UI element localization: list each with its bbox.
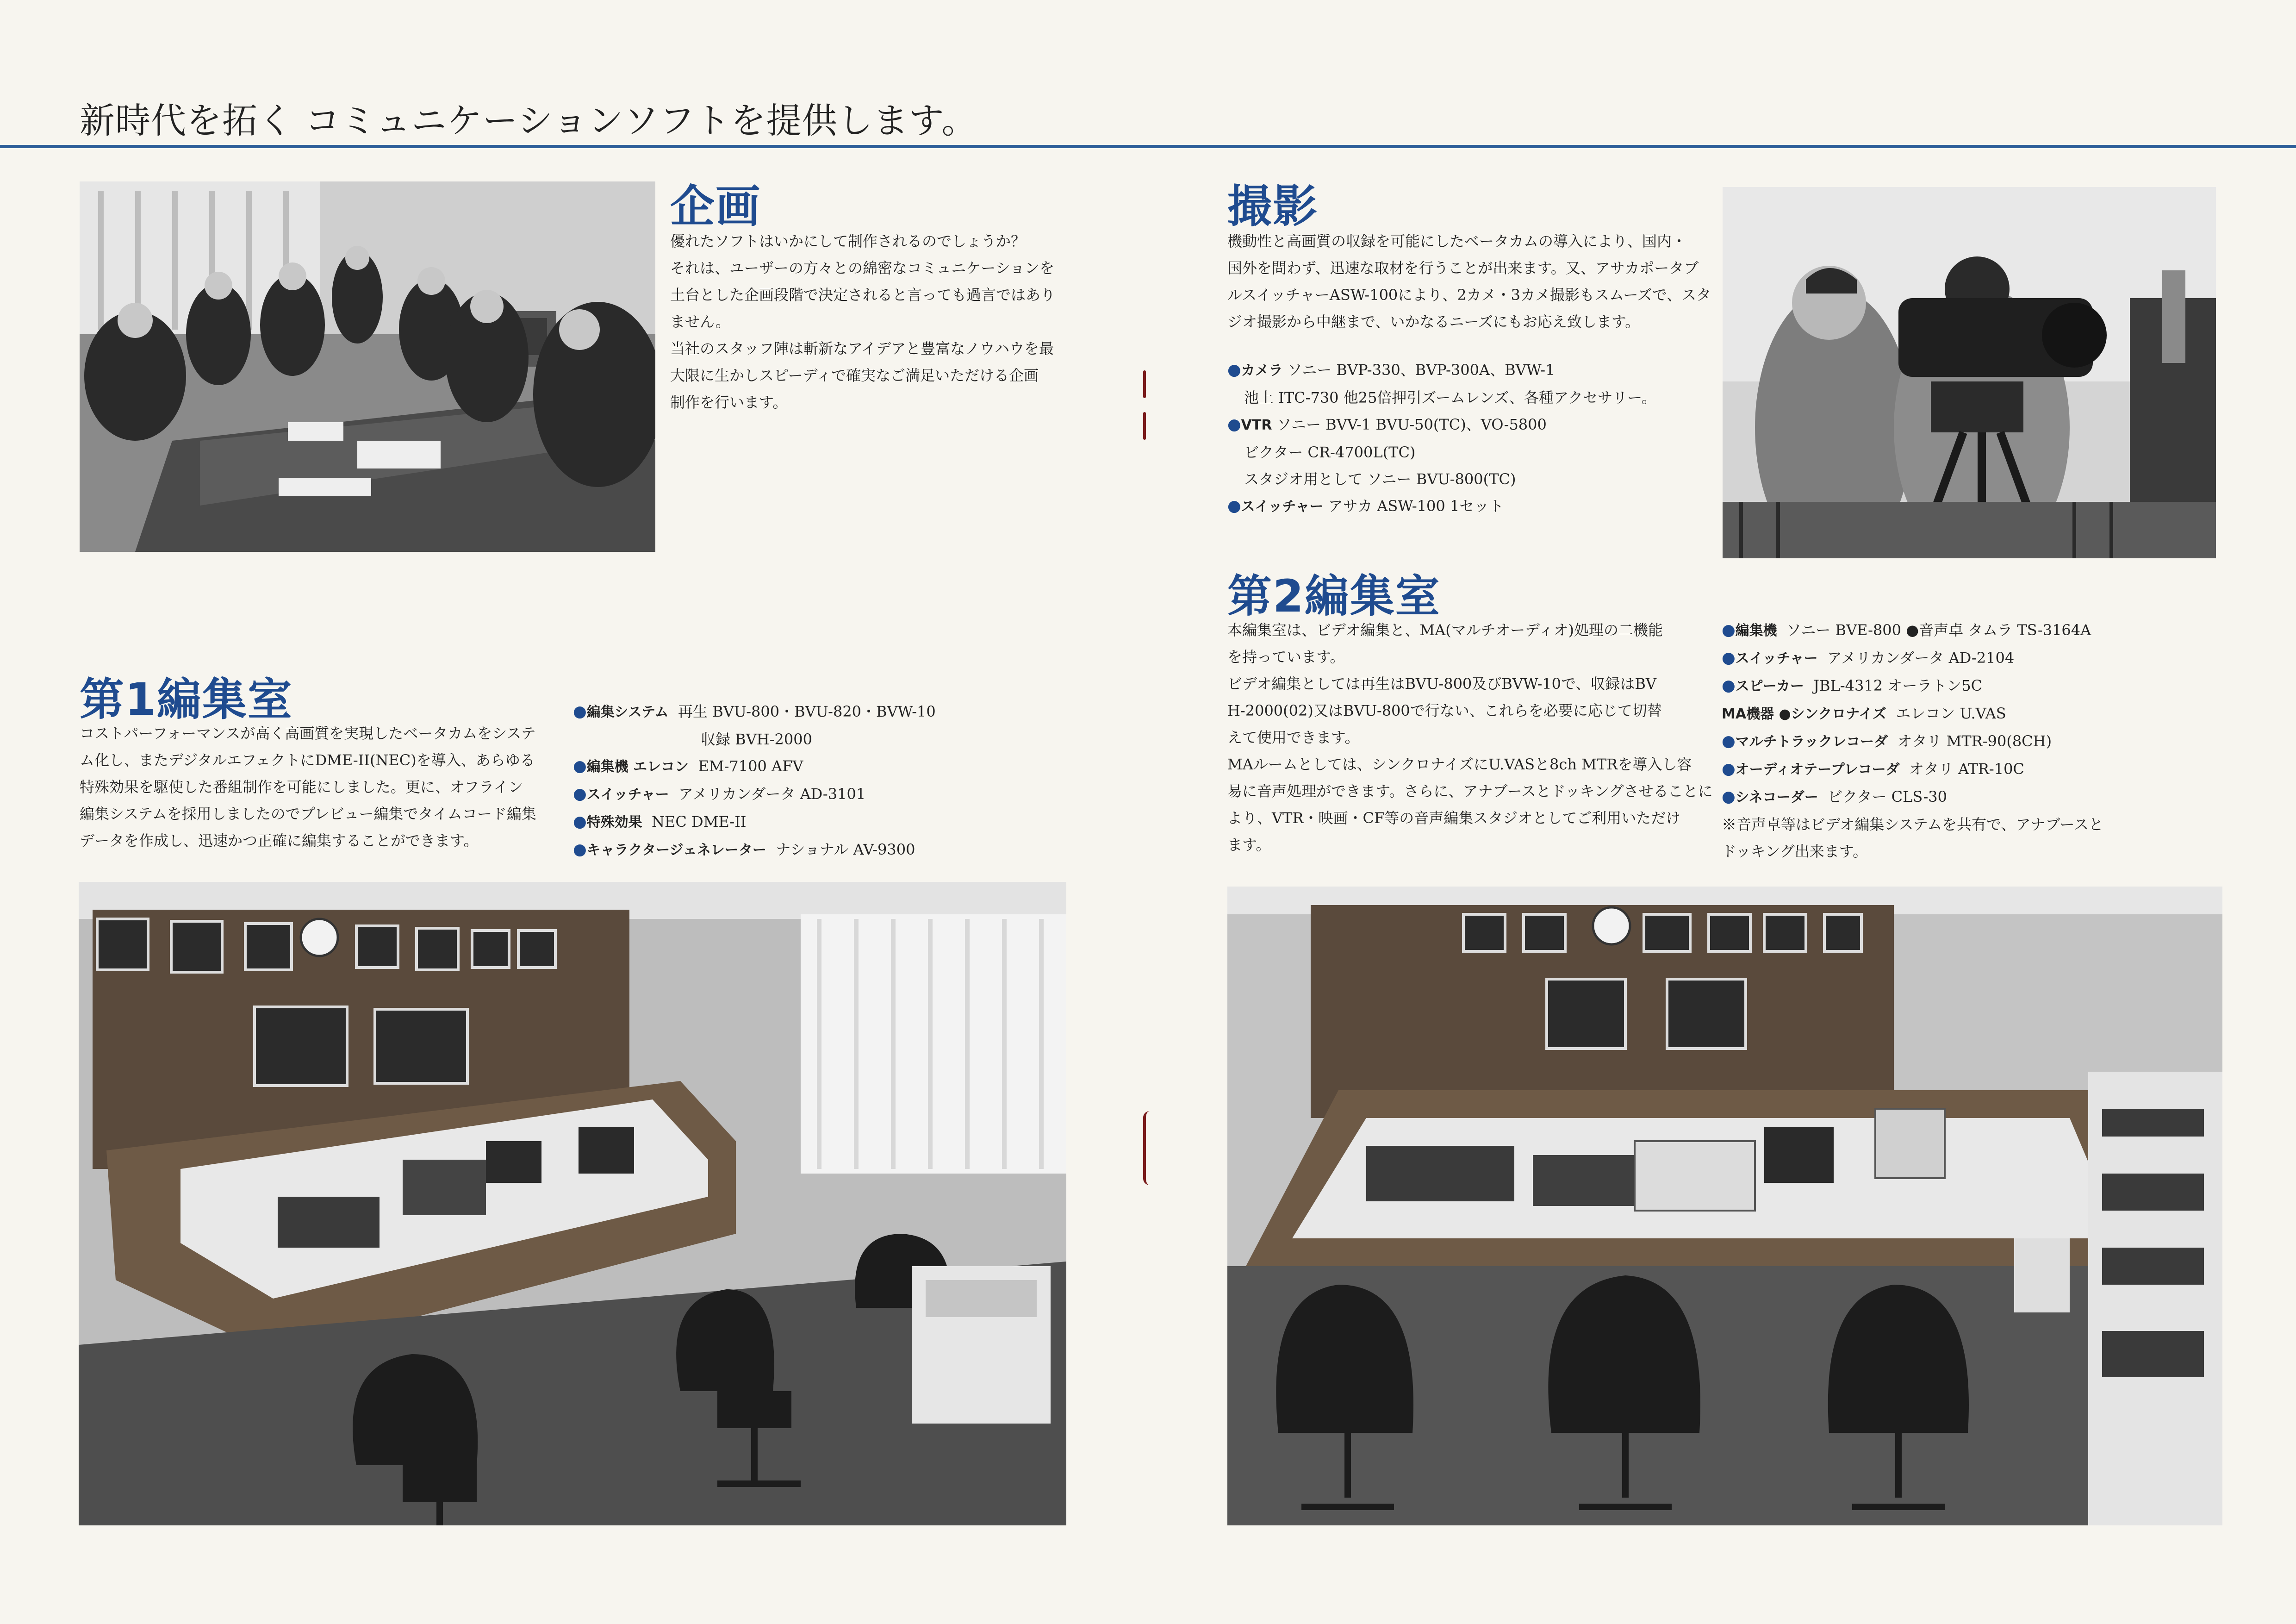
header-rule	[0, 145, 2296, 148]
spec-label: 編集機 エレコン	[586, 759, 689, 775]
bullet: ●	[573, 702, 587, 721]
bullet: ●	[1722, 760, 1736, 778]
edit1-specs	[573, 698, 1110, 864]
edit-room-2-photo	[1227, 887, 2222, 1525]
edit2-line: 易に音声処理ができます。さらに、アナブースとドッキングさせることに	[1227, 782, 1713, 800]
spec-text: ソニー BVP-330、BVP-300A、BVW-1	[1287, 361, 1555, 379]
spec-row	[1227, 493, 1718, 520]
spec-text: NEC DME-II	[652, 813, 747, 831]
spec-text: 再生 BVU-800・BVU-820・BVW-10	[678, 703, 936, 720]
spec-text: エレコン U.VAS	[1896, 705, 2006, 722]
edit1-line: コストパーフォーマンスが高く高画質を実現したベータカムをシステ	[80, 725, 536, 742]
spec-row	[1722, 756, 2231, 783]
edit1-line: 編集システムを採用しましたのでプレビュー編集でタイムコード編集	[80, 805, 536, 823]
edit2-line: H-2000(02)又はBVU-800で行ない、これらを必要に応じて切替	[1227, 702, 1662, 719]
edit1-line: ム化し、またデジタルエフェクトにDME-II(NEC)を導入、あらゆる	[80, 751, 535, 769]
edit2-line: 本編集室は、ビデオ編集と、MA(マルチオーディオ)処理の二機能	[1227, 621, 1663, 639]
bullet: ●	[1722, 787, 1736, 806]
spec-row	[573, 698, 1110, 726]
shooting-title: 撮影	[1227, 181, 1318, 232]
spec-label: VTR	[1241, 417, 1272, 433]
edit2-line: より、VTR・映画・CF等の音声編集スタジオとしてご利用いただけ	[1227, 809, 1681, 827]
bullet: ●	[573, 812, 587, 831]
shooting-body	[1227, 228, 1713, 335]
spec-row	[1722, 617, 2231, 644]
shooting-camera-photo	[1723, 187, 2216, 558]
spec-text: スタジオ用として ソニー BVU-800(TC)	[1244, 470, 1516, 488]
spec-label: カメラ	[1241, 362, 1283, 379]
edit1-line: データを作成し、迅速かつ正確に編集することができます。	[80, 832, 479, 849]
spec-row	[1227, 356, 1718, 384]
edit2-line: ビデオ編集としては再生はBVU-800及びBVW-10で、収録はBV	[1227, 675, 1656, 693]
spec-text: EM-7100 AFV	[698, 757, 803, 775]
spec-label: シネコーダー	[1735, 789, 1818, 806]
spec-label: スイッチャー	[586, 787, 669, 803]
spec-label: MA機器 ●シンクロナイズ	[1722, 706, 1886, 722]
spec-label: マルチトラックレコーダ	[1735, 734, 1888, 750]
spec-text: オタリ MTR-90(8CH)	[1897, 732, 2052, 750]
edit2-line: を持っています。	[1227, 648, 1345, 666]
gutter-mark-bottom	[1143, 1111, 1150, 1185]
spec-text: ビクター CR-4700L(TC)	[1244, 443, 1416, 461]
bullet: ●	[573, 757, 587, 775]
spec-row	[1722, 644, 2231, 672]
spec-label: スイッチャー	[1241, 499, 1324, 515]
spec-text: 池上 ITC-730 他25倍押引ズームレンズ、各種アクセサリー。	[1244, 389, 1656, 406]
gutter-mark-top	[1143, 370, 1146, 398]
spec-text: ※音声卓等はビデオ編集システムを共有で、アナブースと	[1722, 816, 2103, 833]
shooting-specs	[1227, 356, 1718, 520]
spec-text: 収録 BVH-2000	[701, 731, 812, 748]
spec-row	[573, 836, 1110, 864]
spec-text: ソニー BVE-800 ●音声卓 タムラ TS-3164A	[1786, 621, 2091, 639]
bullet: ●	[1722, 649, 1736, 667]
spec-label: キャラクタージェネレーター	[586, 842, 766, 858]
shooting-line: 機動性と高画質の収録を可能にしたベータカムの導入により、国内・	[1227, 232, 1687, 250]
spec-text: アメリカンダータ AD-2104	[1827, 649, 2015, 667]
spec-label: 特殊効果	[586, 814, 642, 831]
bullet: ●	[1227, 415, 1241, 434]
shooting-line: ジオ撮影から中継まで、いかなるニーズにもお応え致します。	[1227, 313, 1640, 331]
planning-body	[670, 228, 1114, 416]
bullet: ●	[1722, 732, 1736, 750]
spec-row	[573, 808, 1110, 836]
spec-row	[573, 781, 1110, 808]
planning-meeting-photo	[80, 181, 655, 552]
edit1-body	[80, 720, 579, 854]
edit2-line: えて使用できます。	[1227, 729, 1360, 746]
edit2-line: ます。	[1227, 836, 1271, 854]
spec-text: オタリ ATR-10C	[1909, 760, 2024, 778]
bullet: ●	[573, 785, 587, 803]
spec-row	[1722, 728, 2231, 756]
planning-line: 優れたソフトはいかにして制作されるのでしょうか？	[670, 232, 1026, 250]
bullet: ●	[573, 840, 587, 859]
spec-text: ナショナル AV-9300	[776, 841, 915, 858]
planning-line: それは、ユーザーの方々との綿密なコミュニケーションを	[670, 259, 1055, 277]
edit2-title: 第2編集室	[1227, 570, 1441, 622]
shooting-line: ルスイッチャーASW-100により、2カメ・3カメ撮影もスムーズで、スタ	[1227, 286, 1711, 304]
planning-title: 企画	[670, 181, 761, 232]
spec-row	[1722, 838, 2231, 865]
spec-text: ソニー BVV-1 BVU-50(TC)、VO-5800	[1276, 416, 1547, 433]
spec-row	[1722, 783, 2231, 811]
edit-room-1-photo	[79, 882, 1066, 1525]
bullet: ●	[1227, 361, 1241, 379]
planning-line: 土台とした企画段階で決定されると言っても過言ではあり	[670, 286, 1056, 304]
edit2-line: MAルームとしては、シンクロナイズにU.VASと8ch MTRを導入し容	[1227, 756, 1692, 773]
spec-row	[1722, 811, 2231, 838]
spec-text: アサカ ASW-100 1セット	[1328, 497, 1504, 515]
bullet: ●	[1722, 621, 1736, 639]
spec-row	[1227, 439, 1718, 466]
edit2-body	[1227, 617, 1718, 858]
edit1-line: 特殊効果を駆使した番組制作を可能にしました。更に、オフライン	[80, 778, 523, 796]
spec-text: JBL-4312 オーラトン5C	[1813, 677, 1983, 694]
spec-row	[1227, 466, 1718, 493]
spec-text: ドッキング出来ます。	[1722, 843, 1868, 860]
gutter-mark-top-2	[1143, 412, 1146, 440]
spec-row	[573, 726, 1110, 753]
planning-line: 大限に生かしスピーディで確実なご満足いただける企画	[670, 367, 1039, 384]
page-headline: 新時代を拓く コミュニケーションソフトを提供します。	[80, 100, 977, 141]
spec-row	[1227, 411, 1718, 439]
planning-line: 当社のスタッフ陣は斬新なアイデアと豊富なノウハウを最	[670, 340, 1054, 357]
spec-row	[573, 753, 1110, 781]
edit2-specs	[1722, 617, 2231, 865]
planning-line: 制作を行います。	[670, 394, 788, 411]
spec-row	[1227, 384, 1718, 411]
spec-label: 編集機	[1735, 623, 1777, 639]
bullet: ●	[1227, 497, 1241, 515]
spec-label: オーディオテープレコーダ	[1735, 762, 1900, 778]
spec-label: スイッチャー	[1735, 650, 1818, 667]
edit1-title: 第1編集室	[80, 674, 293, 725]
spec-text: アメリカンダータ AD-3101	[678, 785, 866, 803]
planning-line: ません。	[670, 313, 730, 331]
shooting-line: 国外を問わず、迅速な取材を行うことが出来ます。又、アサカポータブ	[1227, 259, 1699, 277]
bullet: ●	[1722, 676, 1736, 695]
spec-row	[1722, 700, 2231, 728]
spec-label: スピーカー	[1735, 678, 1804, 694]
spec-label: 編集システム	[586, 704, 669, 720]
spec-text: ビクター CLS-30	[1828, 788, 1948, 806]
spec-row	[1722, 672, 2231, 700]
